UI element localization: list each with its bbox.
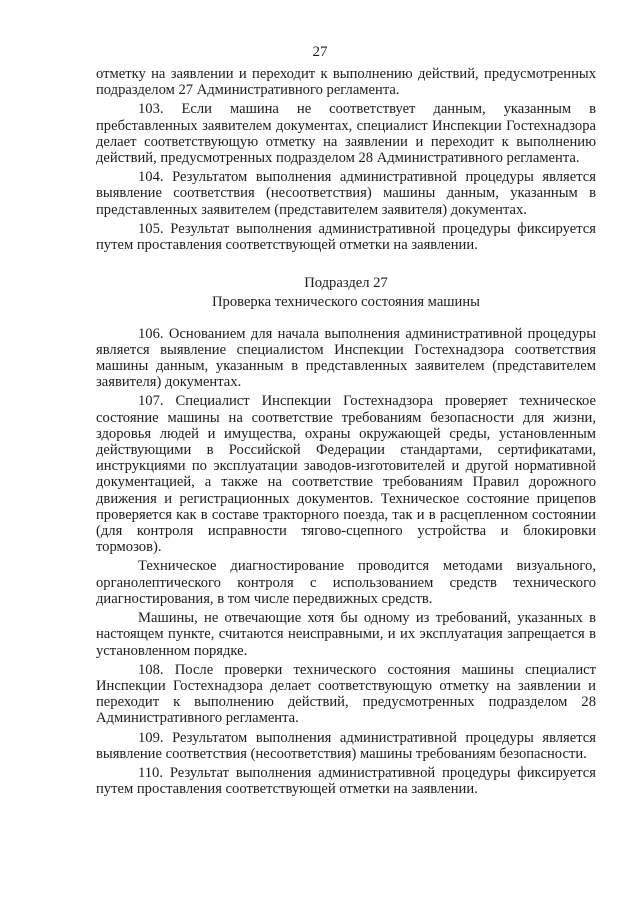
paragraph-continuation: отметку на заявлении и переходит к выполнению действий, предусмотренных подразделом 27 Административного регламента. <box>96 66 596 99</box>
paragraph-103: 103. Если машина не соответствует данным, указанным в пребставленных заявителем документах, специалист Инспекции Гостехнадзора делает соответствующую отметку на заявлении и переходит к выполнению действий, предусмотренных подразделом 28 Административного регламента. <box>96 101 596 167</box>
document-body <box>96 66 596 797</box>
paragraph-108: 108. После проверки технического состояния машины специалист Инспекции Гостехнадзора делает соответствующую отметку на заявлении и переходит к выполнению действий, предусмотренных подразделом 28 Административного регламента. <box>96 661 596 727</box>
paragraph-110: 110. Результат выполнения административной процедуры фиксируется путем проставления соответствующей отметки на заявлении. <box>96 764 596 798</box>
paragraph-107-faulty-machines: Машины, не отвечающие хотя бы одному из требований, указанных в настоящем пункте, считаются неисправными, и их эксплуатация запрещается в установленном порядке. <box>96 610 596 659</box>
page-number: 27 <box>312 44 328 60</box>
paragraph-109: 109. Результатом выполнения административной процедуры является выявление соответствия (несоответствия) машины требованиям безопасности. <box>96 729 596 762</box>
paragraph-105: 105. Результат выполнения административной процедуры фиксируется путем проставления соответствующей отметки на заявлении. <box>96 220 596 254</box>
subsection-label: Подраздел 27 <box>304 275 388 292</box>
subsection-heading <box>96 275 596 310</box>
paragraph-107-diagnostics: Техническое диагностирование проводится методами визуального, органолептического контроля с использованием средств технического диагностирования, в том числе передвижных средств. <box>96 558 596 607</box>
subsection-title: Проверка технического состояния машины <box>212 294 480 311</box>
paragraph-106: 106. Основанием для начала выполнения административной процедуры является выявление специалистом Инспекции Гостехнадзора соответствия машины данным, указанным в представленных заявителем (представителем заявителя) документах. <box>96 325 596 391</box>
paragraph-104: 104. Результатом выполнения административной процедуры является выявление соответствия (несоответствия) машины данным, указанным в представленных заявителем (представителем заявителя) документах. <box>96 169 596 218</box>
paragraph-107: 107. Специалист Инспекции Гостехнадзора проверяет техническое состояние машины на соответствие требованиям безопасности для жизни, здоровья людей и имущества, охраны окружающей среды, установленным действующими в Российской Федерации стандартами, сертификатами, инструкциями по эксплуатации заводов-изготовителей и другой нормативной документацией, а также на соответствие требованиям Правил дорожного движения и регистрационных документов. Техническое состояние прицепов проверяется как в составе тракторного поезда, так и в расцепленном состоянии (для контроля исправности тягово-сцепного устройства и блокировки тормозов). <box>96 393 596 556</box>
